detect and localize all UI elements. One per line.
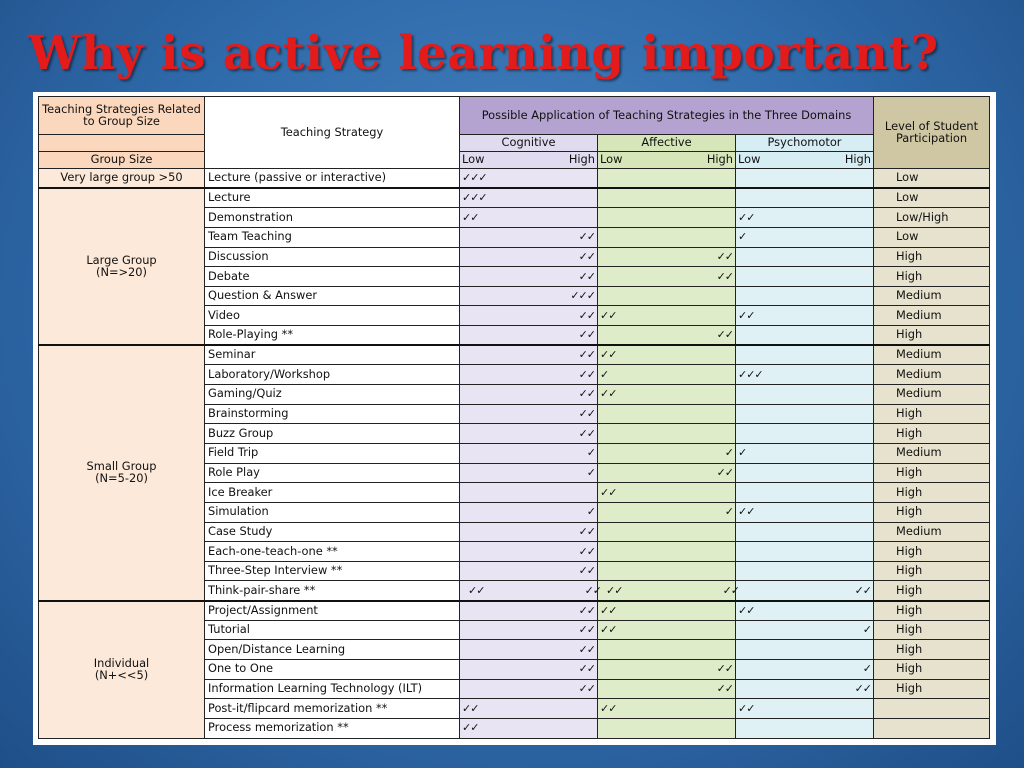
cog-cell [460,601,598,621]
cognitive-scale [460,152,598,169]
slide-title: Why is active learning important? [28,26,939,81]
scale-low-label: Low [600,152,623,167]
group-size-heading: Group Size [39,152,205,169]
cognitive-heading: Cognitive [460,135,598,152]
cog-cell [460,522,598,542]
psychomotor-heading: Psychomotor [736,135,874,152]
aff-cell [598,640,736,660]
strategy-cell: Post-it/flipcard memorization ** [205,699,460,719]
cog-cell [460,463,598,483]
checkmark-icon: ✓ [738,446,747,460]
strategy-cell: Lecture [205,188,460,208]
checkmark-icon: ✓✓ [738,701,755,715]
group-size-label: (N=>20) [96,264,147,279]
checkmark-icon: ✓✓ [578,623,595,637]
strategy-cell: Gaming/Quiz [205,385,460,405]
psy-cell [736,385,874,405]
aff-cell [598,581,739,601]
strategy-cell: Seminar [205,345,460,365]
cog-cell [460,208,598,228]
strategy-cell: Information Learning Technology (ILT) [205,679,460,699]
psy-cell [736,581,874,601]
teaching-strategy-table [38,96,990,739]
cog-cell [460,385,598,405]
group-size-label: (N=5-20) [95,470,148,485]
psy-cell [736,208,874,228]
participation-cell: High [874,404,990,424]
psy-cell [736,424,874,444]
checkmark-icon: ✓✓ [468,583,485,597]
cog-cell [460,169,598,189]
cog-cell [460,483,598,503]
cog-cell [460,188,598,208]
participation-cell: Low [874,227,990,247]
strategy-heading-cell: Teaching Strategy [205,97,460,169]
participation-cell: Low [874,169,990,189]
checkmark-icon: ✓ [724,505,733,519]
checkmark-icon: ✓✓ [738,505,755,519]
psy-cell [736,660,874,680]
aff-cell [598,306,736,326]
participation-cell: High [874,581,990,601]
aff-cell [598,522,736,542]
aff-cell [598,483,736,503]
psy-cell [736,699,874,719]
cog-cell [460,424,598,444]
checkmark-icon: ✓✓ [716,662,733,676]
scale-high-label: High [844,152,871,167]
participation-cell: High [874,601,990,621]
group-label: Large Group [86,252,157,267]
strategy-cell: Simulation [205,502,460,522]
aff-cell [598,385,736,405]
psy-cell [736,286,874,306]
participation-cell: High [874,620,990,640]
checkmark-icon: ✓✓ [462,701,479,715]
psy-cell [736,542,874,562]
cog-cell [460,679,598,699]
group-very-large-cell [39,169,205,189]
cog-cell [460,247,598,267]
participation-cell [874,699,990,719]
checkmark-icon: ✓✓ [716,465,733,479]
aff-cell [598,424,736,444]
cog-cell [460,581,601,601]
aff-cell [598,286,736,306]
aff-cell [598,679,736,699]
strategy-cell: Each-one-teach-one ** [205,542,460,562]
psy-cell [736,443,874,463]
checkmark-icon: ✓✓ [578,544,595,558]
cog-cell [460,306,598,326]
checkmark-icon: ✓✓ [578,387,595,401]
psy-cell [736,169,874,189]
checkmark-icon: ✓✓ [578,328,595,342]
participation-heading-cell: Level of Student Participation [874,97,990,169]
aff-cell [598,326,736,346]
aff-cell [598,502,736,522]
participation-cell: High [874,679,990,699]
strategy-cell: Project/Assignment [205,601,460,621]
aff-cell [598,169,736,189]
checkmark-icon: ✓✓ [578,407,595,421]
psy-cell [736,345,874,365]
checkmark-icon: ✓✓ [584,583,601,597]
participation-cell: Low/High [874,208,990,228]
aff-cell [598,601,736,621]
participation-cell: Medium [874,443,990,463]
participation-cell: Medium [874,286,990,306]
checkmark-icon: ✓✓ [578,269,595,283]
checkmark-icon: ✓✓ [578,564,595,578]
psy-cell [736,561,874,581]
aff-cell [598,188,736,208]
checkmark-icon: ✓✓✓ [462,171,487,185]
group-heading-cell: Teaching Strategies Related to Group Size [39,97,205,135]
participation-cell: High [874,247,990,267]
psy-cell [736,502,874,522]
checkmark-icon: ✓✓ [738,210,755,224]
cog-cell [460,660,598,680]
checkmark-icon: ✓ [586,465,595,479]
aff-cell [598,365,736,385]
psy-cell [736,365,874,385]
psy-cell [736,267,874,287]
strategy-cell: Discussion [205,247,460,267]
aff-cell [598,620,736,640]
participation-cell: Medium [874,365,990,385]
participation-cell: High [874,463,990,483]
checkmark-icon: ✓✓ [578,249,595,263]
aff-cell [598,208,736,228]
aff-cell [598,561,736,581]
cog-cell [460,718,598,738]
scale-low-label: Low [738,152,761,167]
checkmark-icon: ✓✓ [578,603,595,617]
strategy-cell: Case Study [205,522,460,542]
table-row [39,601,990,621]
checkmark-icon: ✓✓ [578,348,595,362]
aff-cell [598,443,736,463]
checkmark-icon: ✓✓ [578,308,595,322]
cog-cell [460,443,598,463]
participation-cell: High [874,424,990,444]
group-heading-spacer [39,135,205,152]
checkmark-icon: ✓✓✓ [462,191,487,205]
checkmark-icon: ✓✓ [600,387,617,401]
strategy-cell: Tutorial [205,620,460,640]
checkmark-icon: ✓✓ [600,308,617,322]
psychomotor-scale [736,152,874,169]
aff-cell [598,660,736,680]
strategy-table-frame [33,92,996,745]
checkmark-icon: ✓ [586,446,595,460]
cog-cell [460,286,598,306]
checkmark-icon: ✓✓ [600,603,617,617]
domains-heading-cell: Possible Application of Teaching Strategies in the Three Domains [460,97,874,135]
aff-cell [598,227,736,247]
checkmark-icon: ✓✓ [854,583,871,597]
strategy-cell: Team Teaching [205,227,460,247]
checkmark-icon: ✓✓ [462,210,479,224]
strategy-cell: Open/Distance Learning [205,640,460,660]
aff-cell [598,404,736,424]
strategy-cell: Brainstorming [205,404,460,424]
table-row [39,169,990,189]
checkmark-icon: ✓✓ [738,603,755,617]
checkmark-icon: ✓ [862,623,871,637]
cog-cell [460,699,598,719]
checkmark-icon: ✓ [738,230,747,244]
psy-cell [736,640,874,660]
checkmark-icon: ✓✓ [606,583,623,597]
strategy-cell: Question & Answer [205,286,460,306]
strategy-cell: Field Trip [205,443,460,463]
participation-cell: High [874,326,990,346]
participation-cell: High [874,660,990,680]
cog-cell [460,227,598,247]
strategy-cell: Role-Playing ** [205,326,460,346]
aff-cell [598,247,736,267]
strategy-cell: Demonstration [205,208,460,228]
checkmark-icon: ✓✓ [578,642,595,656]
strategy-cell: Lecture (passive or interactive) [205,169,460,189]
checkmark-icon: ✓✓ [716,681,733,695]
psy-cell [736,306,874,326]
strategy-cell: One to One [205,660,460,680]
aff-cell [598,463,736,483]
group-size-label: (N+<<5) [94,667,149,682]
affective-heading: Affective [598,135,736,152]
participation-cell: High [874,502,990,522]
strategy-cell: Process memorization ** [205,718,460,738]
participation-cell: Medium [874,306,990,326]
psy-cell [736,247,874,267]
strategy-rows [39,169,990,739]
cog-cell [460,326,598,346]
affective-scale [598,152,736,169]
checkmark-icon: ✓✓ [854,681,871,695]
checkmark-icon: ✓ [862,662,871,676]
checkmark-icon: ✓✓ [716,249,733,263]
psy-cell [736,483,874,503]
participation-cell: High [874,561,990,581]
cog-cell [460,561,598,581]
group-label: Individual [93,655,150,670]
checkmark-icon: ✓✓ [578,524,595,538]
aff-cell [598,345,736,365]
checkmark-icon: ✓✓ [600,701,617,715]
cog-cell [460,542,598,562]
checkmark-icon: ✓✓ [578,230,595,244]
cog-cell [460,640,598,660]
checkmark-icon: ✓ [600,367,609,381]
checkmark-icon: ✓✓ [600,348,617,362]
psy-cell [736,463,874,483]
cog-cell [460,365,598,385]
table-row [39,345,990,365]
psy-cell [736,679,874,699]
checkmark-icon: ✓✓ [578,662,595,676]
checkmark-icon: ✓✓ [578,367,595,381]
cog-cell [460,267,598,287]
aff-cell [598,267,736,287]
cog-cell [460,620,598,640]
psy-cell [736,718,874,738]
participation-cell: High [874,483,990,503]
checkmark-icon: ✓ [586,505,595,519]
strategy-cell: Three-Step Interview ** [205,561,460,581]
psy-cell [736,404,874,424]
participation-cell: High [874,267,990,287]
strategy-cell: Video [205,306,460,326]
checkmark-icon: ✓ [724,446,733,460]
checkmark-icon: ✓✓✓ [738,367,763,381]
psy-cell [736,188,874,208]
participation-cell: High [874,542,990,562]
checkmark-icon: ✓✓ [716,328,733,342]
checkmark-icon: ✓✓ [578,426,595,440]
participation-cell [874,718,990,738]
checkmark-icon: ✓✓ [738,308,755,322]
psy-cell [736,522,874,542]
cog-cell [460,502,598,522]
group-large-cell [39,188,205,345]
participation-cell: Medium [874,385,990,405]
strategy-cell: Buzz Group [205,424,460,444]
checkmark-icon: ✓✓ [722,583,739,597]
checkmark-icon: ✓✓ [578,681,595,695]
psy-cell [736,227,874,247]
group-label: Very large group >50 [60,170,183,185]
psy-cell [736,601,874,621]
aff-cell [598,542,736,562]
checkmark-icon: ✓✓ [600,623,617,637]
cog-cell [460,404,598,424]
strategy-cell: Debate [205,267,460,287]
participation-cell: Low [874,188,990,208]
checkmark-icon: ✓✓✓ [570,289,595,303]
scale-low-label: Low [462,152,485,167]
psy-cell [736,326,874,346]
cog-cell [460,345,598,365]
participation-cell: High [874,640,990,660]
scale-high-label: High [568,152,595,167]
group-label: Small Group [86,458,157,473]
participation-cell: Medium [874,345,990,365]
checkmark-icon: ✓✓ [462,721,479,735]
strategy-cell: Ice Breaker [205,483,460,503]
group-small-cell [39,345,205,600]
psy-cell [736,620,874,640]
scale-high-label: High [706,152,733,167]
table-row [39,188,990,208]
group-individual-cell [39,601,205,739]
checkmark-icon: ✓✓ [716,269,733,283]
strategy-cell: Think-pair-share ** [205,581,460,601]
aff-cell [598,718,736,738]
strategy-cell: Role Play [205,463,460,483]
participation-cell: Medium [874,522,990,542]
checkmark-icon: ✓✓ [600,485,617,499]
strategy-cell: Laboratory/Workshop [205,365,460,385]
aff-cell [598,699,736,719]
